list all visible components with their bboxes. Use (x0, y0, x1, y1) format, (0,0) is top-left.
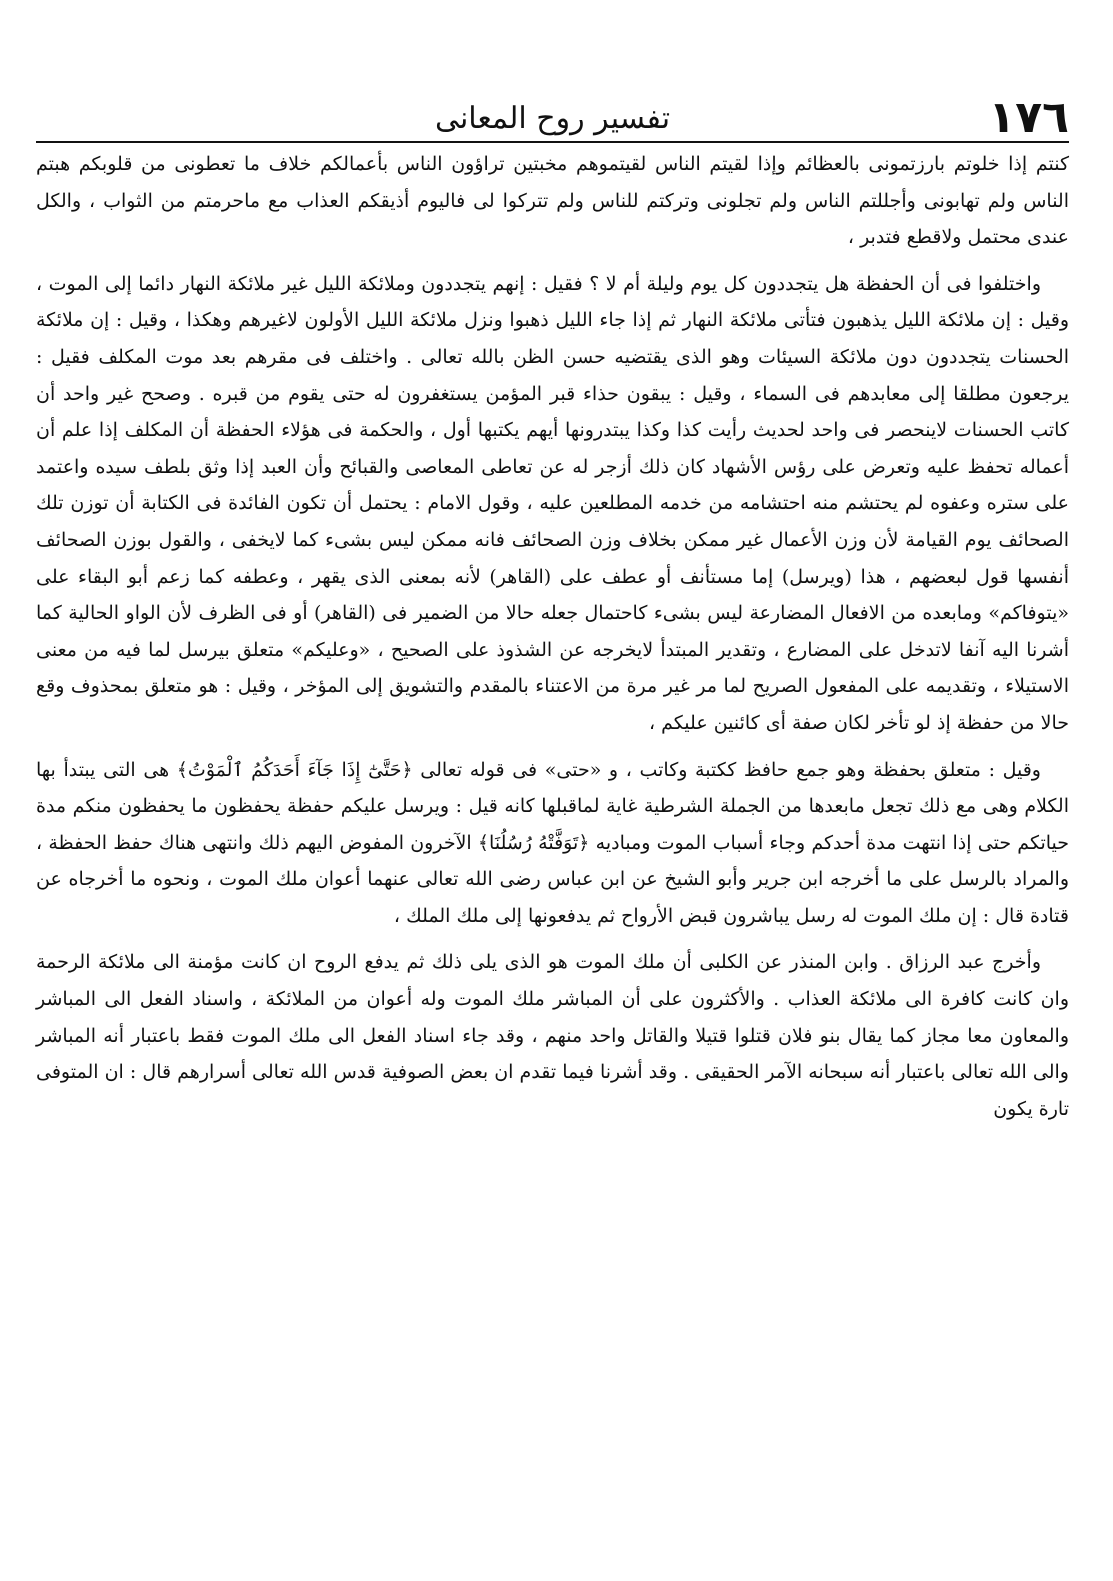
paragraph-4-text: وأخرج عبد الرزاق . وابن المنذر عن الكلبى أن ملك الموت هو الذى يلى ذلك ثم يدفع الروح ان كانت مؤمنة الى ملائكة الرحمة وان كانت كافرة الى ملائكة العذاب . والأكثرون على أن المباشر ملك الموت وله أعوان من الملائكة ، واسناد الفعل الى المباشر والمعاون معا مجاز كما يقال بنو فلان قتلوا قتيلا والقاتل واحد منهم ، وقد جاء اسناد الفعل الى ملك الموت فقط باعتبار أنه المباشر والى الله تعالى باعتبار أنه سبحانه الآمر الحقيقى . وقد أشرنا فيما تقدم ان بعض الصوفية قدس الله تعالى أسرارهم قال : ان المتوفى تارة يكون (36, 951, 1069, 1120)
paragraph-3 (36, 752, 1069, 935)
paragraph-4 (36, 944, 1069, 1127)
running-title: تفسير روح المعانى (434, 101, 671, 136)
page-header (36, 0, 1069, 143)
paragraph-2-text: واختلفوا فى أن الحفظة هل يتجددون كل يوم وليلة أم لا ؟ فقيل : إنهم يتجددون وملائكة الليل غير ملائكة النهار دائما إلى الموت ، وقيل : إن ملائكة الليل يذهبون فتأتى ملائكة النهار ثم إذا جاء الليل ذهبوا ونزل ملائكة الليل الأولون لاغيرهم وهكذا ، وقيل : إن ملائكة الحسنات يتجددون دون ملائكة السيئات وهو الذى يقتضيه حسن الظن بالله تعالى . واختلف فى مقرهم بعد موت المكلف فقيل : يرجعون مطلقا إلى معابدهم فى السماء ، وقيل : يبقون حذاء قبر المؤمن يستغفرون له حتى يقوم من قبره . وصحح غير واحد أن كاتب الحسنات لاينحصر فى واحد لحديث رأيت كذا وكذا يبتدرونها أيهم يكتبها أول ، والحكمة فى هؤلاء الحفظة أن المكلف إذا علم أن أعماله تحفظ عليه وتعرض على رؤس الأشهاد كان ذلك أزجر له عن تعاطى المعاصى والقبائح وأن العبد إذا وثق بلطف سيده واعتمد على ستره وعفوه لم يحتشم منه احتشامه من خدمه المطلعين عليه ، وقول الامام : يحتمل أن تكون الفائدة فى الكتابة أن توزن تلك الصحائف يوم القيامة لأن وزن الأعمال غير ممكن بخلاف وزن الصحائف فانه ممكن ليس بشىء كما لايخفى ، والقول بوزن الصحائف أنفسها قول لبعضهم ، هذا (ويرسل) إما مستأنف أو عطف على (القاهر) لأنه بمعنى الذى يقهر ، وعطفه كما زعم أبو البقاء على «يتوفاكم» ومابعده من الافعال المضارعة ليس بشىء كاحتمال جعله حالا من الضمير فى (القاهر) أو فى الظرف لأن الواو الحالية كما أشرنا اليه آنفا لاتدخل على المضارع ، وتقدير المبتدأ لايخرجه عن الشذوذ على الصحيح ، «وعليكم» متعلق بيرسل لما فيه من معنى الاستيلاء ، وتقديمه على المفعول الصريح لما مر غير مرة من الاعتناء بالمقدم والتشويق إلى المؤخر ، وقيل : هو متعلق بمحذوف وقع حالا من حفظة إذ لو تأخر لكان صفة أى كائنين عليكم ، (36, 272, 1069, 734)
paragraph-1 (36, 146, 1069, 256)
header-rule (36, 141, 1069, 143)
body-text (36, 146, 1069, 1127)
paragraph-3-text: وقيل : متعلق بحفظة وهو جمع حافظ ككتبة وكاتب ، و «حتى» فى قوله تعالى ﴿حَتَّىٰٓ إِذَا جَآءَ أَحَدَكُمُ ٱلْمَوْتُ﴾ هى التى يبتدأ بها الكلام وهى مع ذلك تجعل مابعدها من الجملة الشرطية غاية لماقبلها كانه قيل : ويرسل عليكم حفظة يحفظون ما يحفظون منكم مدة حياتكم حتى إذا انتهت مدة أحدكم وجاء أسباب الموت ومباديه ﴿تَوَفَّتْهُ رُسُلُنَا﴾ الآخرون المفوض اليهم ذلك وانتهى هناك حفظ الحفظة ، والمراد بالرسل على ما أخرجه ابن جرير وأبو الشيخ عن ابن عباس رضى الله تعالى عنهما أعوان ملك الموت ، ونحوه ما أخرجاه عن قتادة قال : إن ملك الموت له رسل يباشرون قبض الأرواح ثم يدفعونها إلى ملك الملك ، (36, 758, 1069, 927)
page-number: ١٧٦ (988, 92, 1069, 143)
paragraph-2 (36, 266, 1069, 742)
paragraph-1-text: كنتم إذا خلوتم بارزتمونى بالعظائم وإذا لقيتم الناس لقيتموهم مخبتين تراؤون الناس بأعمالكم خلاف ما تعطونى من قلوبكم هبتم الناس ولم تهابونى وأجللتم الناس ولم تجلونى وتركتم للناس ولم تتركوا لى فاليوم أذيقكم العذاب مع ماحرمتم من الثواب ، والكل عندى محتمل ولاقطع فتدبر ، (36, 153, 1069, 249)
